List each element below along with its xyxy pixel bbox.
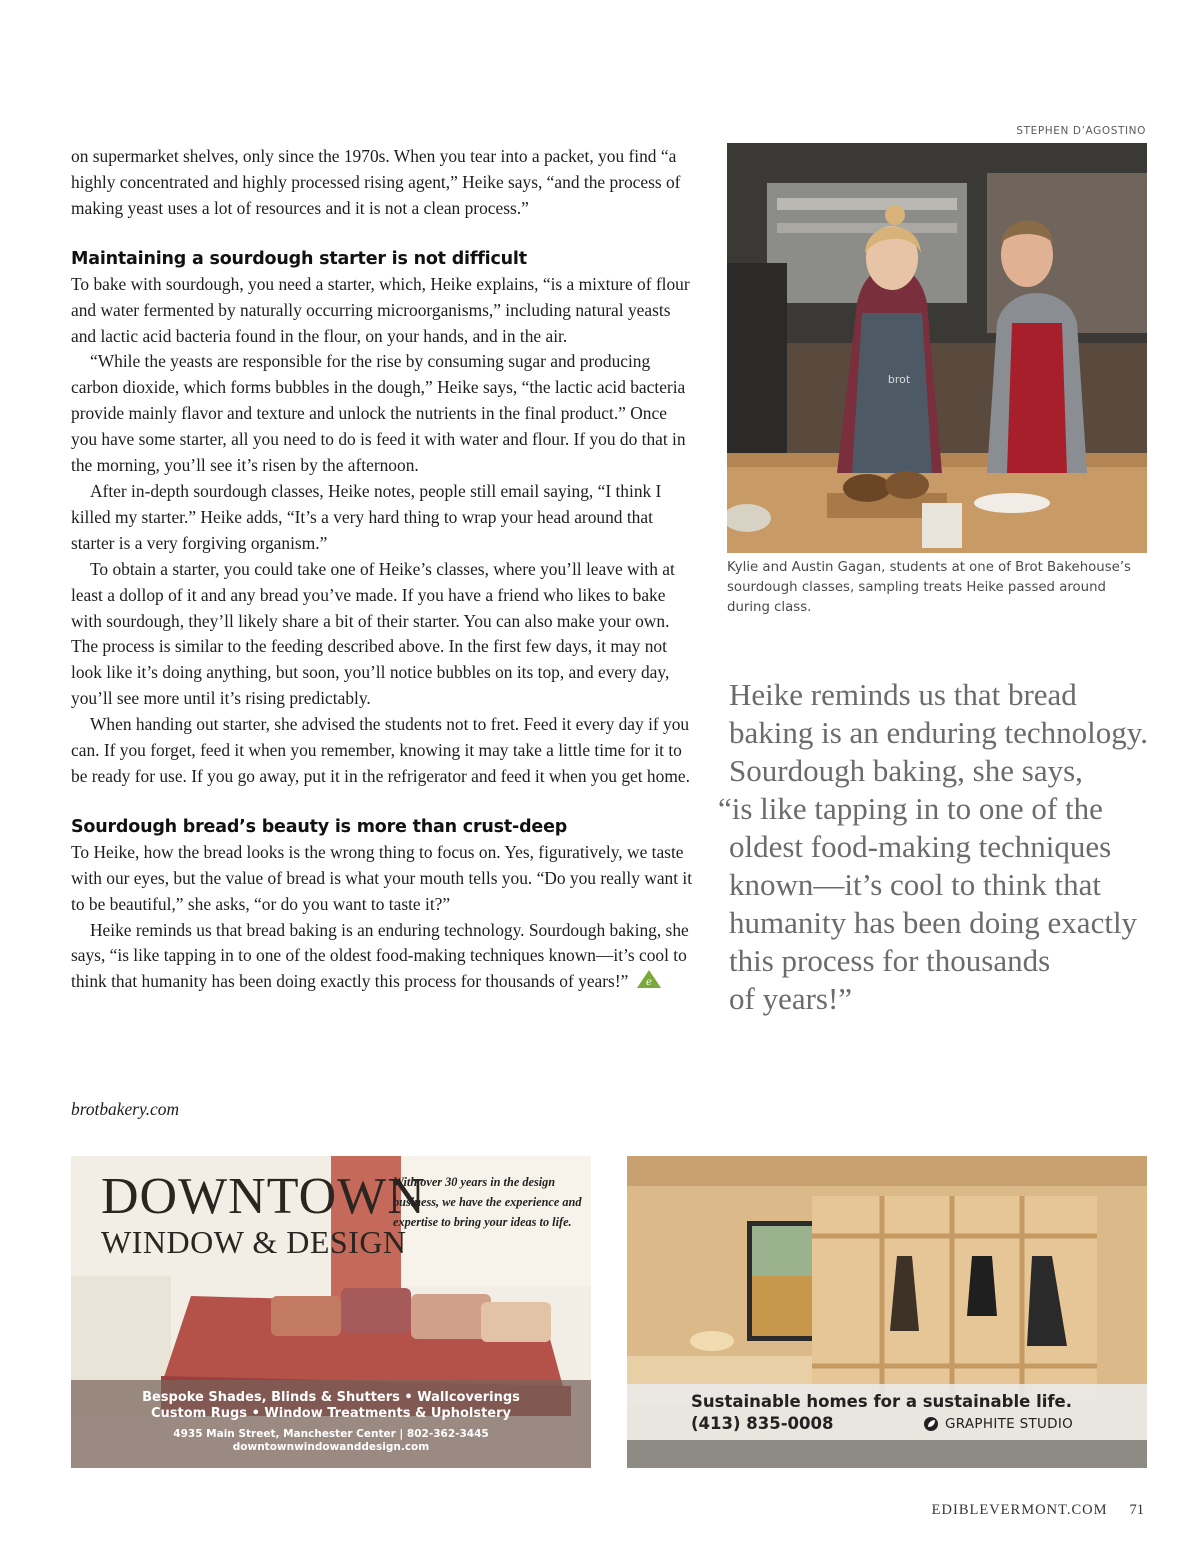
- downtown-website[interactable]: downtownwindowanddesign.com: [232, 1441, 430, 1453]
- graphite-floor: [627, 1440, 1147, 1468]
- section-heading-beauty: Sourdough bread’s beauty is more than crust-deep: [71, 816, 568, 837]
- graphite-phone[interactable]: (413) 835-0008: [691, 1414, 834, 1433]
- pull-quote-line: oldest food-making techniques: [729, 829, 1112, 864]
- svg-text:e: e: [646, 977, 653, 989]
- page-number: 71: [1129, 1502, 1144, 1518]
- footer-site[interactable]: EDIBLEVERMONT.COM: [931, 1502, 1108, 1518]
- paragraph-yeasts: “While the yeasts are responsible for the rise by consuming sugar and producing carbon dioxide, which forms bubbles in the dough,” Heike says, “the lactic acid bacteria provide mainly flavor and texture and unlock the nutrients in the final product.” Once you have some starter, all you need to do is feed it with water and flour. If you do that in the morning, you’ll see it’s risen by the afternoon.: [71, 351, 686, 476]
- page-footer: [932, 1502, 1144, 1519]
- paragraph-enduring: [71, 918, 693, 996]
- downtown-services-line1: Bespoke Shades, Blinds & Shutters • Wallcoverings: [142, 1390, 520, 1405]
- graphite-leaf-icon: [923, 1416, 939, 1432]
- graphite-brand: [923, 1416, 1073, 1432]
- downtown-brand-line1: DOWNTOWN: [101, 1168, 426, 1225]
- pull-quote-line: humanity has been doing exactly: [729, 905, 1138, 940]
- website-link[interactable]: brotbakery.com: [71, 1099, 180, 1119]
- edible-end-mark-icon: [636, 969, 662, 989]
- photo-credit: STEPHEN D’AGOSTINO: [1016, 125, 1146, 137]
- downtown-tagline: With over 30 years in the design business, we have the experience and expertise to bring your ideas to life.: [393, 1175, 582, 1229]
- pull-quote-line: known—it’s cool to think that: [729, 867, 1101, 902]
- bakery-class-photo: [727, 143, 1147, 553]
- paragraph-enduring-text: Heike reminds us that bread baking is an enduring technology. Sourdough baking, she says, “is like tapping in to one of the oldest food-making techniques known—it’s cool to think that humanity has been doing exactly this process for thousands of years!”: [71, 919, 689, 992]
- paragraph-intro: on supermarket shelves, only since the 1970s. When you tear into a packet, you find “a highly concentrated and highly processed rising agent,” Heike says, “and the process of making yeast uses a lot of resources and it is not a clean process.”: [71, 146, 681, 218]
- graphite-headline: Sustainable homes for a sustainable life.: [691, 1392, 1073, 1411]
- photo-caption: Kylie and Austin Gagan, students at one of Brot Bakehouse’s sourdough classes, sampling treats Heike passed around during class.: [727, 560, 1131, 615]
- paragraph-forgiving: After in-depth sourdough classes, Heike notes, people still email saying, “I think I killed my starter.” Heike adds, “It’s a very hard thing to wrap your head around that starter is a very forgiving organism.”: [71, 480, 662, 553]
- section-heading-starter: Maintaining a sourdough starter is not difficult: [71, 248, 527, 269]
- pull-quote-line: Sourdough baking, she says,: [729, 753, 1083, 788]
- paragraph-dont-fret: When handing out starter, she advised the students not to fret. Feed it every day if you can. If you forget, feed it when you remember, knowing it may take a little time for it to be ready for use. If you go away, put it in the refrigerator and feed it when you get home.: [71, 714, 690, 786]
- pull-quote-line: of years!”: [729, 981, 853, 1016]
- paragraph-starter-definition: To bake with sourdough, you need a starter, which, Heike explains, “is a mixture of flour and water fermented by naturally occurring microorganisms,” including natural yeasts and lactic acid bacteria found in the flour, on your hands, and in the air.: [71, 273, 690, 346]
- downtown-info-banner: [71, 1380, 591, 1468]
- pull-quote-line: baking is an enduring technology.: [729, 715, 1148, 750]
- paragraph-taste: To Heike, how the bread looks is the wrong thing to focus on. Yes, figuratively, we taste with our eyes, but the value of bread is what your mouth tells you. “Do you really want it to be beautiful,” she asks, “or do you want to taste it?”: [71, 841, 693, 914]
- pull-quote-line: “is like tapping in to one of the: [718, 791, 1103, 826]
- downtown-window-design-ad[interactable]: [71, 1156, 591, 1468]
- downtown-address: 4935 Main Street, Manchester Center | 802-362-3445: [173, 1428, 489, 1440]
- downtown-brand-line2: WINDOW & DESIGN: [101, 1224, 407, 1260]
- graphite-studio-ad[interactable]: [627, 1156, 1147, 1468]
- pull-quote-line: this process for thousands: [729, 943, 1051, 978]
- paragraph-obtain-starter: To obtain a starter, you could take one of Heike’s classes, where you’ll leave with at least a dollop of it and any bread you’ve made. If you have a friend who likes to bake with sourdough, they’ll likely share a bit of their starter. You can also make your own. The process is similar to the feeding described above. In the first few days, it may not look like it’s doing anything, but soon, you’ll notice bubbles on its top, and every day, you’ll see more until it’s rising predictably.: [71, 558, 675, 709]
- article-body: [71, 144, 693, 995]
- apron-logo: brot: [887, 373, 911, 386]
- pull-quote-line: Heike reminds us that bread: [729, 677, 1077, 712]
- downtown-services-line2: Custom Rugs • Window Treatments & Upholstery: [150, 1406, 511, 1421]
- pull-quote: [718, 676, 1159, 1018]
- graphite-brand-name: GRAPHITE STUDIO: [945, 1416, 1074, 1432]
- bakery-class-photo-illustration: [727, 143, 1147, 553]
